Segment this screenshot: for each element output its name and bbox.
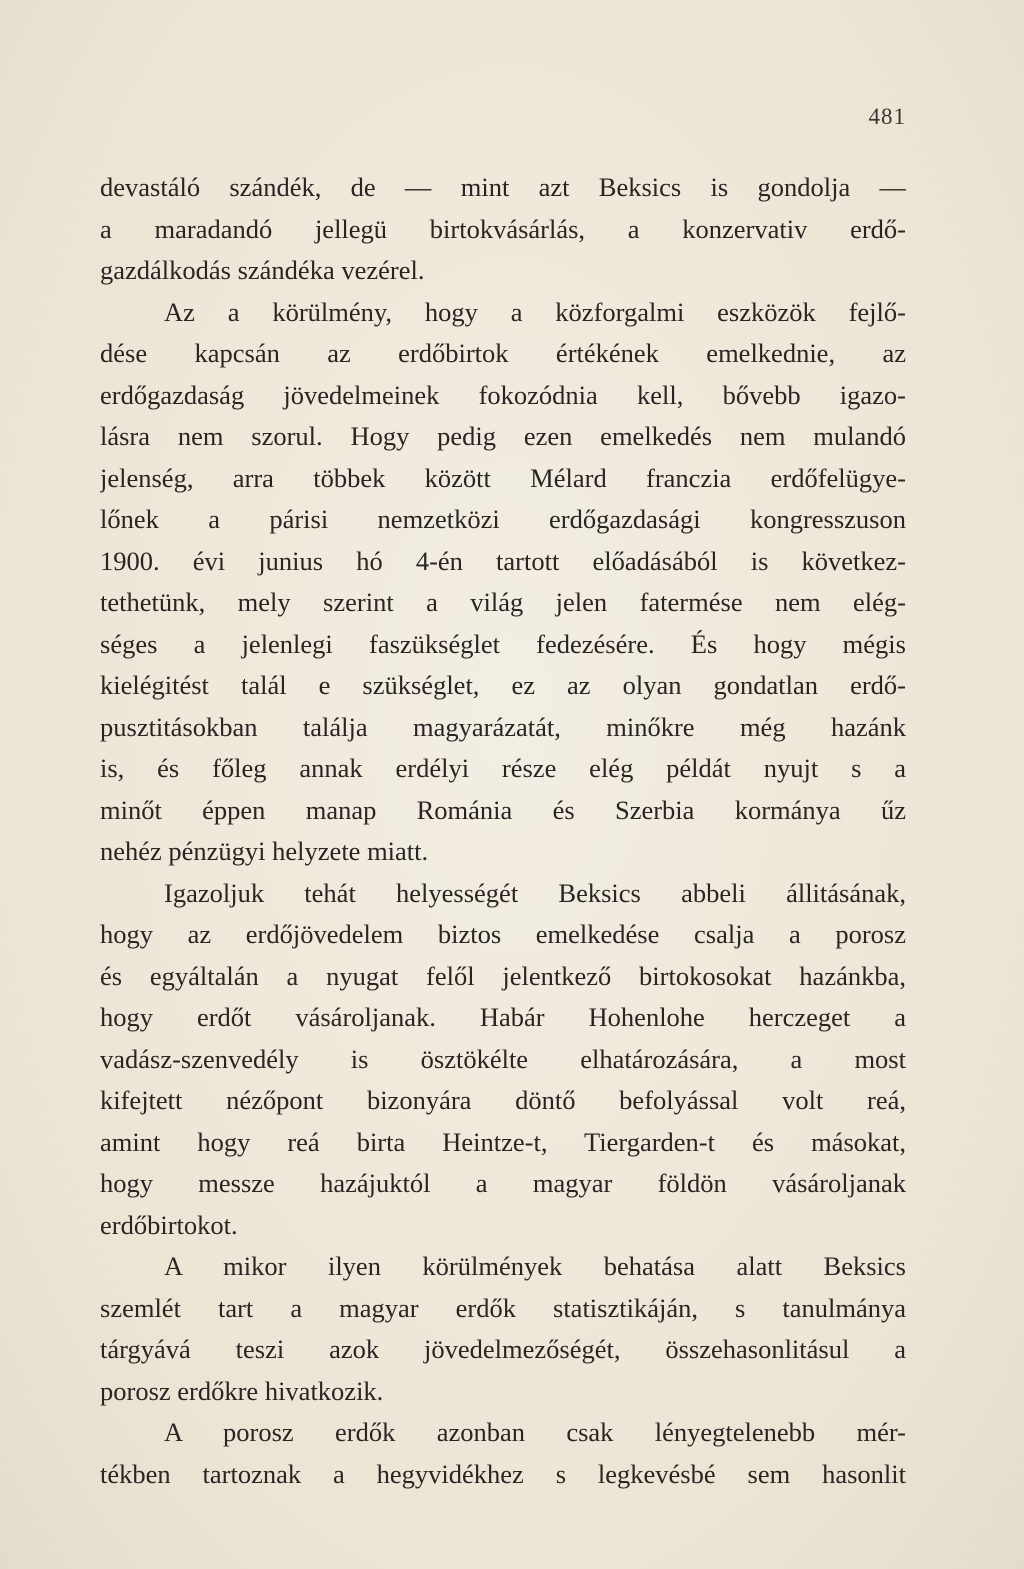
text-line: lőnek a párisi nemzetközi erdőgazdasági kongresszuson	[100, 504, 906, 534]
text-line: pusztitásokban találja magyarázatát, minőkre még hazánk	[100, 711, 906, 742]
text-line: szemlét tart a magyar erdők statisztikáján, s tanulmánya	[100, 1292, 906, 1323]
page-number: 481	[868, 104, 906, 129]
text-line: nehéz pénzügyi helyzete miatt.	[100, 836, 429, 866]
text-line: 1900. évi junius hó 4-én tartott előadásából is következ-	[100, 545, 906, 576]
text-line: lásra nem szorul. Hogy pedig ezen emelkedés nem mulandó	[100, 421, 906, 451]
text-line: A mikor ilyen körülmények behatása alatt Beksics	[164, 1251, 906, 1281]
text-line: is, és főleg annak erdélyi része elég példát nyujt s a	[100, 753, 906, 783]
text-line: hogy messze hazájuktól a magyar földön vásároljanak	[100, 1168, 906, 1198]
text-line: devastáló szándék, de — mint azt Beksics is gondolja —	[100, 172, 906, 202]
text-line: tethetünk, mely szerint a világ jelen fatermése nem elég-	[100, 587, 906, 617]
text-line: amint hogy reá birta Heintze-t, Tiergarden-t és másokat,	[100, 1126, 906, 1157]
text-line: séges a jelenlegi faszükséglet fedezésére. És hogy mégis	[100, 628, 906, 659]
body-text	[100, 167, 906, 1495]
text-line: hogy az erdőjövedelem biztos emelkedése csalja a porosz	[100, 919, 906, 949]
text-line: a maradandó jellegü birtokvásárlás, a konzervativ erdő-	[100, 213, 906, 244]
text-line: minőt éppen manap Románia és Szerbia kormánya űz	[100, 794, 906, 825]
text-line: jelenség, arra többek között Mélard franczia erdőfelügye-	[100, 462, 906, 493]
text-line: gazdálkodás szándéka vezérel.	[100, 255, 425, 285]
text-line: és egyáltalán a nyugat felől jelentkező birtokosokat hazánkba,	[100, 960, 906, 991]
text-line: vadász-szenvedély is ösztökélte elhatározására, a most	[100, 1043, 906, 1074]
text-line: kifejtett nézőpont bizonyára döntő befolyással volt reá,	[100, 1085, 906, 1115]
text-line: Az a körülmény, hogy a közforgalmi eszközök fejlő-	[164, 296, 906, 327]
text-line: tárgyává teszi azok jövedelmezőségét, összehasonlitásul a	[100, 1334, 906, 1364]
text-line: kielégitést talál e szükséglet, ez az olyan gondatlan erdő-	[100, 670, 906, 700]
text-line: dése kapcsán az erdőbirtok értékének emelkednie, az	[100, 338, 906, 368]
text-line: porosz erdőkre hivatkozik.	[100, 1375, 384, 1406]
text-line: Igazoljuk tehát helyességét Beksics abbeli állitásának,	[164, 877, 906, 908]
text-line: erdőbirtokot.	[100, 1209, 238, 1240]
text-line: hogy erdőt vásároljanak. Habár Hohenlohe herczeget a	[100, 1002, 906, 1032]
text-line: A porosz erdők azonban csak lényegtelenebb mér-	[164, 1417, 906, 1447]
text-line: erdőgazdaság jövedelmeinek fokozódnia kell, bővebb igazo-	[100, 379, 906, 410]
text-line: tékben tartoznak a hegyvidékhez s legkevésbé sem hasonlit	[100, 1458, 906, 1489]
